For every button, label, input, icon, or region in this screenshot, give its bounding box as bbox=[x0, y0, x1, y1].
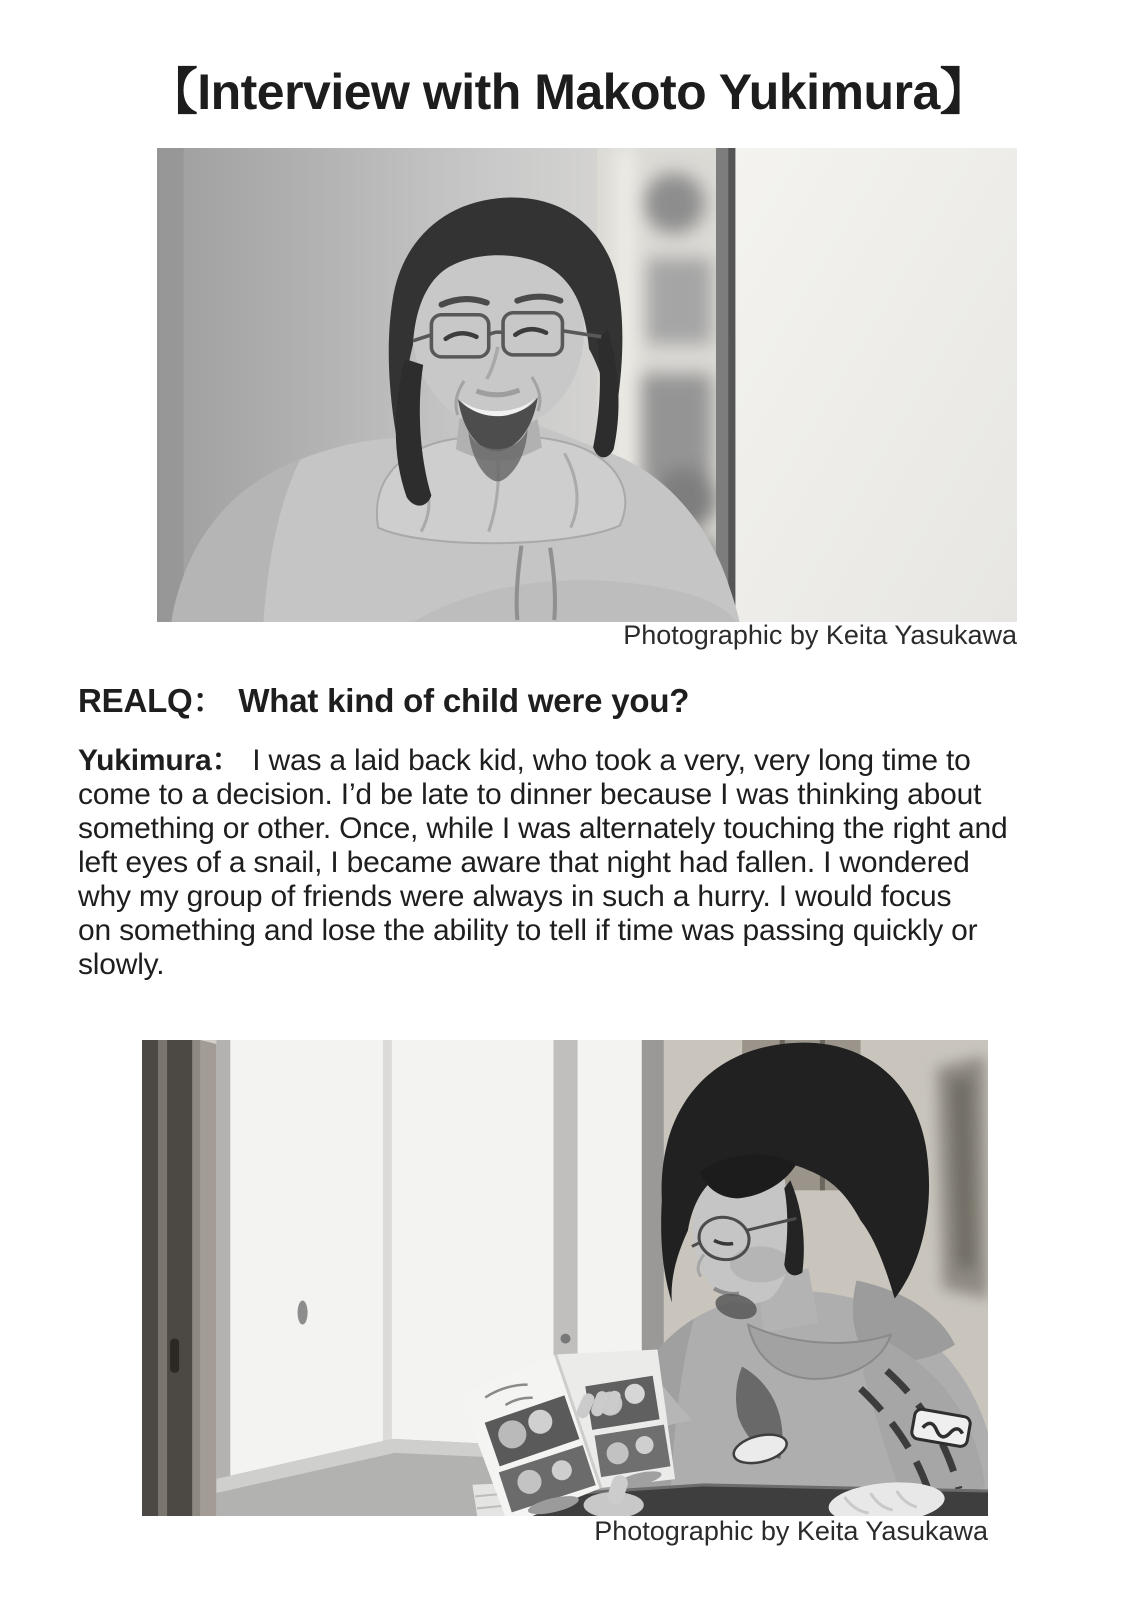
reading-photo-image bbox=[142, 1040, 988, 1516]
portrait-photo bbox=[157, 148, 1017, 622]
reading-photo bbox=[142, 1040, 988, 1516]
portrait-photo-image bbox=[157, 148, 1017, 622]
question-speaker-label: REALQ： bbox=[78, 682, 226, 719]
answer-line: slowly. bbox=[78, 948, 165, 981]
interview-answer bbox=[78, 744, 1007, 982]
answer-line: left eyes of a snail, I became aware that night had fallen. I wondered bbox=[78, 846, 970, 879]
page-title: 【Interview with Makoto Yukimura】 bbox=[147, 64, 990, 120]
answer-line: on something and lose the ability to tell if time was passing quickly or bbox=[78, 914, 978, 947]
answer-line-text: I was a laid back kid, who took a very, very long time to bbox=[252, 744, 971, 777]
question-text: What kind of child were you? bbox=[238, 682, 690, 719]
answer-speaker-label: Yukimura： bbox=[78, 744, 242, 777]
answer-line: come to a decision. I’d be late to dinner because I was thinking about bbox=[78, 778, 982, 811]
answer-line bbox=[78, 744, 1007, 778]
photo-credit-2: Photographic by Keita Yasukawa bbox=[594, 1516, 988, 1546]
photo-credit-1: Photographic by Keita Yasukawa bbox=[623, 620, 1017, 650]
interview-question bbox=[78, 675, 689, 722]
answer-line: something or other. Once, while I was alternately touching the right and bbox=[78, 812, 1008, 845]
answer-line: why my group of friends were always in such a hurry. I would focus bbox=[78, 880, 952, 913]
